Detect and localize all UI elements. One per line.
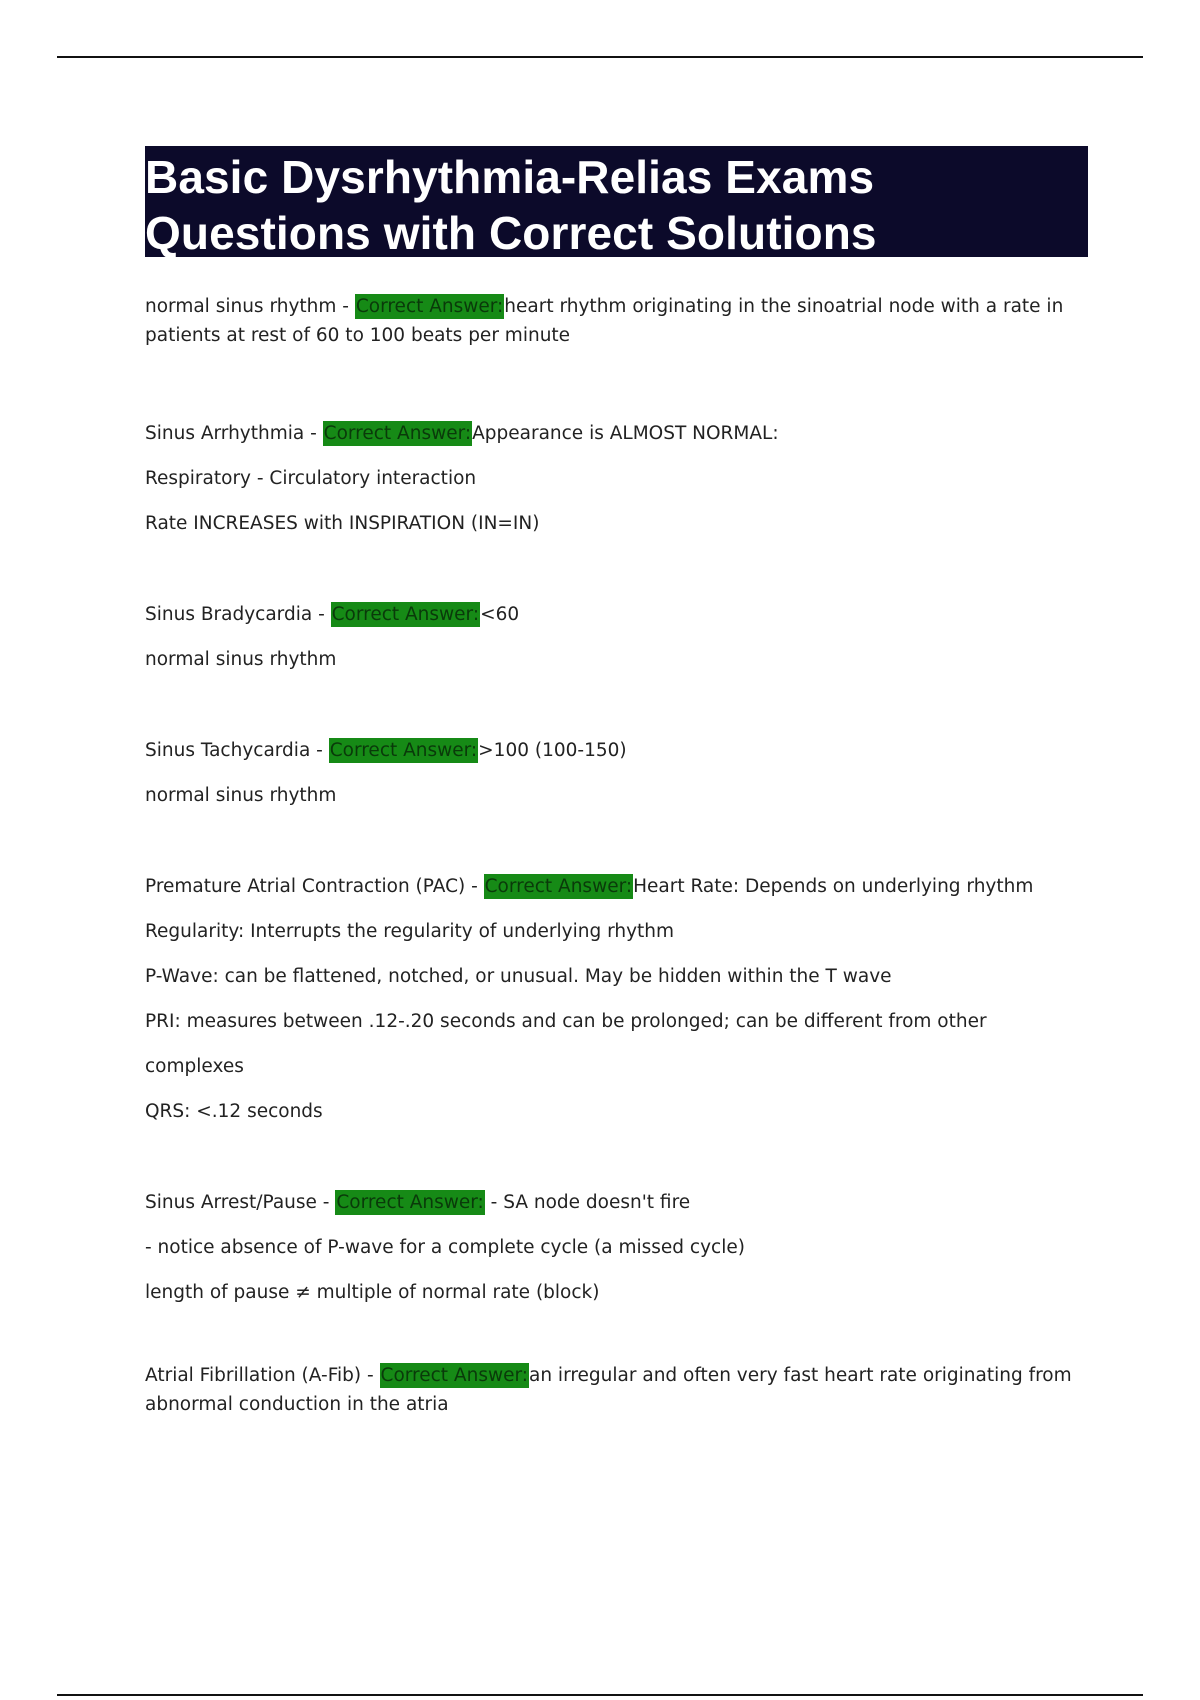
answer-continuation: Regularity: Interrupts the regularity of underlying rhythm bbox=[145, 921, 675, 942]
answer-text: an irregular and often very fast heart rate originating from abnormal conduction in the atria bbox=[145, 1365, 1072, 1415]
qa-entry-sinus-arrest-pause bbox=[145, 1180, 1085, 1315]
term-label: normal sinus rhythm - bbox=[145, 296, 355, 317]
correct-answer-highlight: Correct Answer: bbox=[380, 1365, 528, 1386]
answer-text: - SA node doesn't fire bbox=[484, 1192, 691, 1213]
answer-text: >100 (100-150) bbox=[478, 740, 627, 761]
document-title-banner bbox=[145, 146, 1088, 257]
answer-continuation: PRI: measures between .12-.20 seconds and can be prolonged; can be different from other complexes bbox=[145, 1011, 987, 1077]
answer-text: Heart Rate: Depends on underlying rhythm bbox=[633, 876, 1034, 897]
term-label: Atrial Fibrillation (A-Fib) - bbox=[145, 1365, 380, 1386]
qa-line bbox=[145, 728, 1085, 773]
term-label: Sinus Bradycardia - bbox=[145, 604, 331, 625]
answer-text: <60 bbox=[480, 604, 520, 625]
term-label: Premature Atrial Contraction (PAC) - bbox=[145, 876, 484, 897]
correct-answer-highlight: Correct Answer: bbox=[336, 1192, 484, 1213]
qa-line bbox=[145, 1180, 1085, 1225]
qa-line bbox=[145, 411, 1085, 456]
qa-line bbox=[145, 1361, 1085, 1419]
answer-continuation: P-Wave: can be flattened, notched, or unusual. May be hidden within the T wave bbox=[145, 966, 892, 987]
correct-answer-highlight: Correct Answer: bbox=[331, 604, 480, 625]
term-label: Sinus Tachycardia - bbox=[145, 740, 329, 761]
correct-answer-highlight: Correct Answer: bbox=[329, 740, 478, 761]
qa-line bbox=[145, 864, 1085, 909]
answer-continuation: length of pause ≠ multiple of normal rate (block) bbox=[145, 1282, 600, 1303]
document-title-line-1: Basic Dysrhythmia-Relias Exams bbox=[145, 151, 875, 203]
answer-continuation: normal sinus rhythm bbox=[145, 785, 337, 806]
answer-continuation: Respiratory - Circulatory interaction bbox=[145, 468, 477, 489]
answer-continuation: normal sinus rhythm bbox=[145, 649, 337, 670]
term-label: Sinus Arrhythmia - bbox=[145, 423, 323, 444]
correct-answer-highlight: Correct Answer: bbox=[323, 423, 472, 444]
qa-entry-premature-atrial-contraction bbox=[145, 864, 1085, 1134]
question-list bbox=[145, 298, 1085, 1419]
answer-continuation: Rate INCREASES with INSPIRATION (IN=IN) bbox=[145, 513, 540, 534]
top-rule bbox=[57, 56, 1143, 58]
qa-line bbox=[145, 292, 1085, 350]
term-label: Sinus Arrest/Pause - bbox=[145, 1192, 336, 1213]
answer-text: Appearance is ALMOST NORMAL: bbox=[472, 423, 779, 444]
answer-text: heart rhythm originating in the sinoatrial node with a rate in patients at rest of 60 to 100 beats per minute bbox=[145, 296, 1064, 346]
qa-entry-atrial-fibrillation bbox=[145, 1361, 1085, 1419]
answer-continuation: QRS: <.12 seconds bbox=[145, 1101, 323, 1122]
qa-entry-sinus-bradycardia bbox=[145, 592, 1085, 682]
qa-entry-sinus-tachycardia bbox=[145, 728, 1085, 818]
answer-continuation: - notice absence of P-wave for a complete cycle (a missed cycle) bbox=[145, 1237, 745, 1258]
document-title-line-2: Questions with Correct Solutions bbox=[145, 207, 877, 259]
qa-line bbox=[145, 592, 1085, 637]
qa-entry-sinus-arrhythmia bbox=[145, 411, 1085, 546]
bottom-rule bbox=[57, 1694, 1143, 1696]
correct-answer-highlight: Correct Answer: bbox=[484, 876, 633, 897]
correct-answer-highlight: Correct Answer: bbox=[355, 296, 504, 317]
qa-entry-normal-sinus-rhythm bbox=[145, 292, 1085, 350]
